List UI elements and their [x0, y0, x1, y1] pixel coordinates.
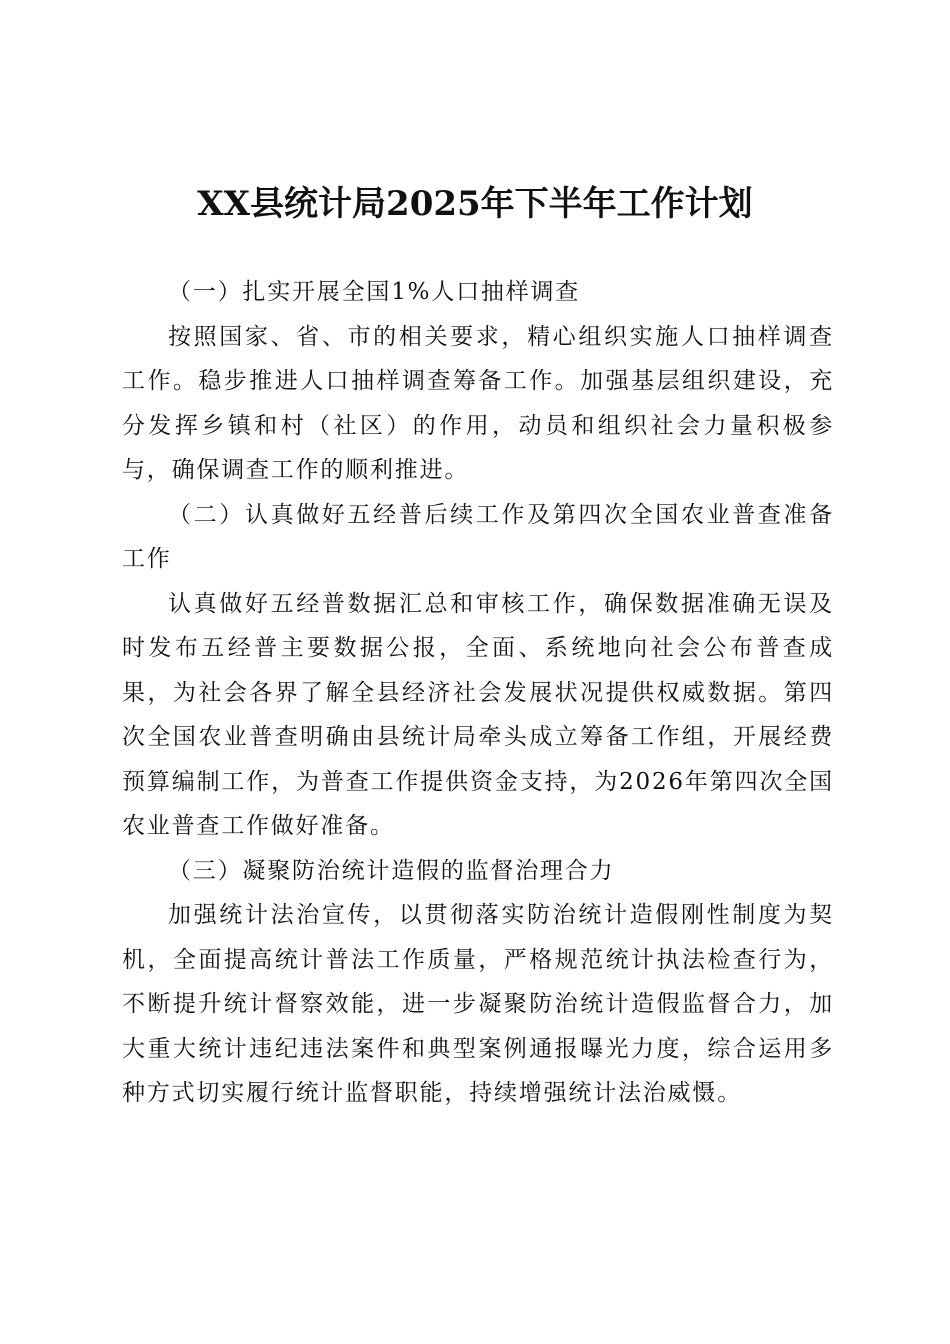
section-3-heading: （三）凝聚防治统计造假的监督治理合力 — [168, 857, 615, 884]
section-3-body: 加强统计法治宣传，以贯彻落实防治统计造假刚性制度为契机，全面提高统计普法工作质量，严格规范统计执法检查行为，不断提升统计督察效能，进一步凝聚防治统计造假监督合力，加大重大统计违纪违法案件和典型案例通报曝光力度，综合运用多种方式切实履行统计监督职能，持续增强统计法治威慑。 — [122, 902, 834, 1106]
document-title: XX县统计局2025年下半年工作计划 — [197, 184, 753, 224]
section-1-body: 按照国家、省、市的相关要求，精心组织实施人口抽样调查工作。稳步推进人口抽样调查筹备工作。加强基层组织建设，充分发挥乡镇和村（社区）的作用，动员和组织社会力量积极参与，确保调查工作的顺利推进。 — [122, 323, 834, 483]
section-2-heading: （二）认真做好五经普后续工作及第四次全国农业普查准备工作 — [122, 501, 834, 572]
document-body — [122, 270, 834, 1116]
section-1-heading: （一）扎实开展全国1%人口抽样调查 — [168, 279, 581, 305]
section-2-body: 认真做好五经普数据汇总和审核工作，确保数据准确无误及时发布五经普主要数据公报，全面、系统地向社会公布普查成果，为社会各界了解全县经济社会发展状况提供权威数据。第四次全国农业普查明确由县统计局牵头成立筹备工作组，开展经费预算编制工作，为普查工作提供资金支持，为2026年第四次全国农业普查工作做好准备。 — [122, 590, 834, 839]
